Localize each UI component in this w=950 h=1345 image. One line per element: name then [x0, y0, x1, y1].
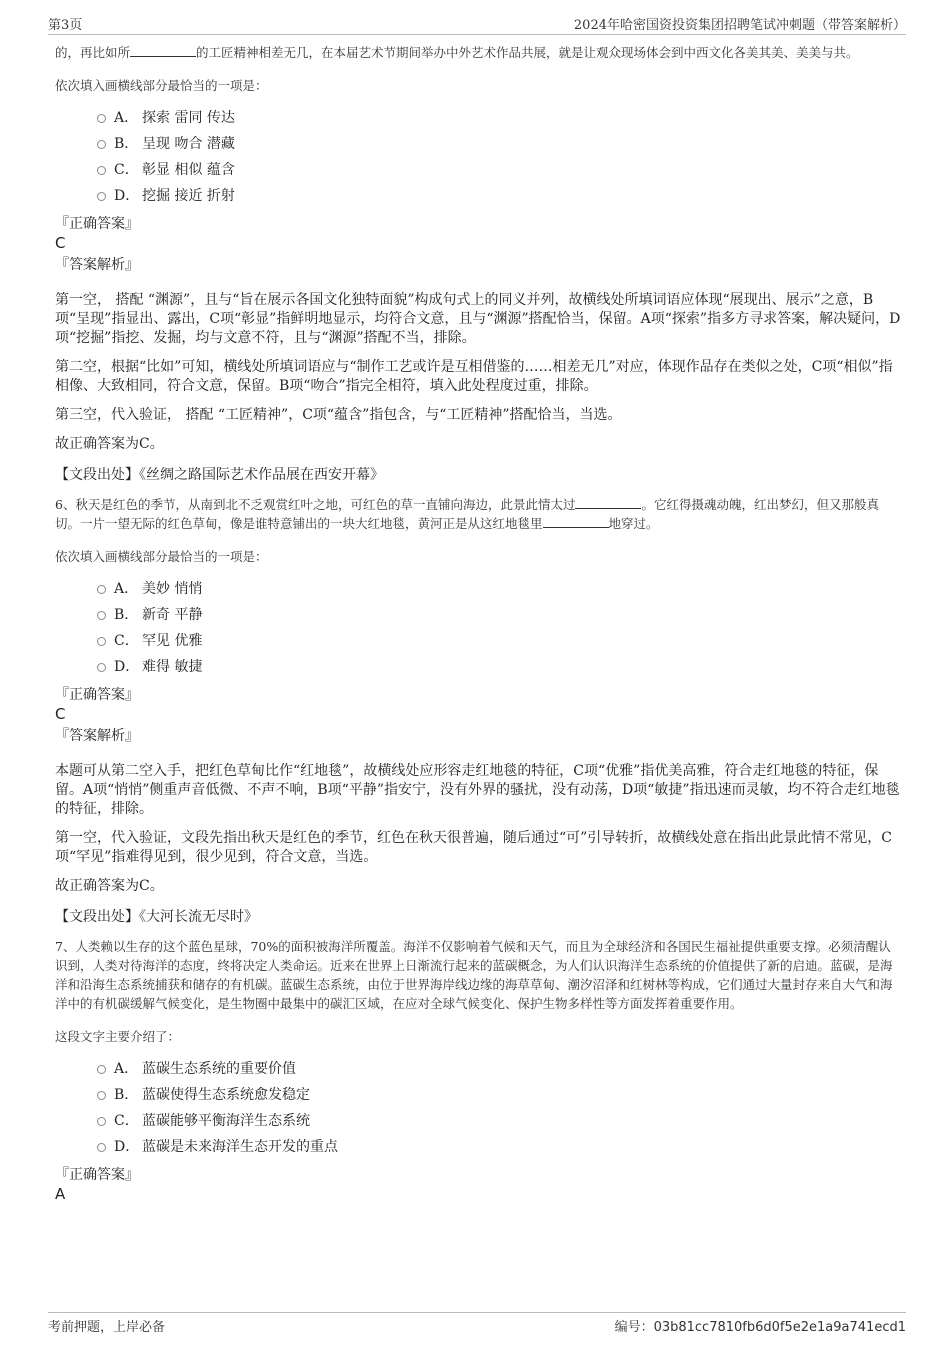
q5-analysis-4: 故正确答案为C。 — [55, 436, 164, 452]
q6-stem: 6、秋天是红色的季节，从南到北不乏观赏红叶之地，可红色的草一直铺向海边，此景此情太过 。它红得摄魂动魄，红出梦幻，但又那般真切。一片一望无际的红色草甸，像是谁特意铺出的一块大红地毯，黄河正是从这红地毯里 地穿过。 — [55, 497, 879, 531]
document-title: 2024年哈密国资投资集团招聘笔试冲刺题（带答案解析） — [573, 18, 906, 33]
radio-icon[interactable] — [97, 1117, 106, 1126]
q5-analysis-2: 第二空，根据“比如”可知，横线处所填词语应与“制作工艺或许是互相借鉴的……相差无几”对应，体现作品存在类似之处，C项“相似”指相像、大致相同，符合文意，保留。B项“吻合”指完全相符，填入此处程度过重，排除。 — [55, 359, 893, 394]
radio-icon[interactable] — [97, 192, 106, 201]
radio-icon[interactable] — [97, 637, 106, 646]
q5-analysis-3: 第三空，代入验证， 搭配 “工匠精神”，C项“蕴含”指包含，与“工匠精神”搭配恰当，当选。 — [55, 407, 622, 423]
radio-icon[interactable] — [97, 140, 106, 149]
q7-option-c[interactable]: C． 蓝碳能够平衡海洋生态系统 — [97, 1108, 902, 1134]
q5-answer: C — [55, 234, 66, 252]
q6-option-b[interactable]: B． 新奇 平静 — [97, 602, 902, 628]
q7-option-a[interactable]: A． 蓝碳生态系统的重要价值 — [97, 1056, 902, 1082]
q5-option-c[interactable]: C． 彰显 相似 蕴含 — [97, 157, 902, 183]
page-content — [55, 43, 902, 1207]
q5-answer-label: 『正确答案』 — [55, 216, 139, 232]
q5-option-a[interactable]: A． 探索 雷同 传达 — [97, 105, 902, 131]
q5-prompt: 依次填入画横线部分最恰当的一项是： — [55, 78, 268, 93]
radio-icon[interactable] — [97, 663, 106, 672]
page-footer — [48, 1312, 906, 1337]
q6-blank-2 — [543, 515, 609, 528]
q5-option-b[interactable]: B． 呈现 吻合 潜藏 — [97, 131, 902, 157]
q6-options — [97, 576, 902, 680]
q6-analysis-3: 故正确答案为C。 — [55, 878, 164, 894]
q5-option-d[interactable]: D． 挖掘 接近 折射 — [97, 183, 902, 209]
q7-stem: 7、人类赖以生存的这个蓝色星球，70%的面积被海洋所覆盖。海洋不仅影响着气候和天气，而且为全球经济和各国民生福祉提供重要支撑。必须清醒认识到，人类对待海洋的态度，终将决定人类命运。近来在世界上日渐流行起来的蓝碳概念，为人们认识海洋生态系统的价值提供了新的启迪。蓝碳，是海洋和沿海生态系统捕获和储存的有机碳。蓝碳生态系统，由位于世界海岸线边缘的海草草甸、潮汐沼泽和红树林等构成，它们通过大量封存来自大气和海洋中的有机碳缓解气候变化，是生物圈中最集中的碳汇区域，在应对全球气候变化、保护生物多样性等方面发挥着重要作用。 — [55, 939, 893, 1011]
q7-prompt: 这段文字主要介绍了： — [55, 1029, 181, 1044]
q5-stem-part2: 的工匠精神相差无几，在本届艺术节期间举办中外艺术作品共展，就是让观众现场体会到中西文化各美其美、美美与共。 — [196, 45, 859, 60]
q7-answer: A — [55, 1185, 66, 1203]
q6-answer-label: 『正确答案』 — [55, 687, 139, 703]
q5-stem — [55, 43, 902, 62]
q5-stem-part1: 的，再比如所 — [55, 45, 131, 60]
q5-analysis-1: 第一空， 搭配 “渊源”，且与“旨在展示各国文化独特面貌”构成句式上的同义并列，故横线处所填词语应体现“展现出、展示”之意，B项“呈现”指显出、露出，C项“彰显”指鲜明地显示，均符合文意，且与“渊源”搭配恰当，保留。A项“探索”指多方寻求答案，解决疑问，D项“挖掘”指挖、发掘，均与文意不符，且与“渊源”搭配不当，排除。 — [55, 292, 901, 346]
radio-icon[interactable] — [97, 1091, 106, 1100]
radio-icon[interactable] — [97, 1065, 106, 1074]
radio-icon[interactable] — [97, 611, 106, 620]
q5-options — [97, 105, 902, 209]
q7-answer-label: 『正确答案』 — [55, 1167, 139, 1183]
q6-analysis-2: 第一空，代入验证，文段先指出秋天是红色的季节，红色在秋天很普遍，随后通过“可”引导转折，故横线处意在指出此景此情不常见，C项“罕见”指难得见到，很少见到，符合文意，当选。 — [55, 830, 893, 865]
q6-option-c[interactable]: C． 罕见 优雅 — [97, 628, 902, 654]
radio-icon[interactable] — [97, 1143, 106, 1152]
q5-blank — [130, 44, 196, 57]
footer-slogan: 考前押题，上岸必备 — [48, 1320, 166, 1335]
document-code: 编号：03b81cc7810fb6d0f5e2e1a9a741ecd1 — [614, 1320, 906, 1335]
q6-prompt: 依次填入画横线部分最恰当的一项是： — [55, 549, 268, 564]
radio-icon[interactable] — [97, 585, 106, 594]
radio-icon[interactable] — [97, 166, 106, 175]
q6-analysis-1: 本题可从第二空入手，把红色草甸比作“红地毯”，故横线处应形容走红地毯的特征，C项“优雅”指优美高雅，符合走红地毯的特征，保留。A项“悄悄”侧重声音低微、不声不响，B项“平静”指安宁，没有外界的骚扰，没有动荡，D项“敏捷”指迅速而灵敏，均不符合走红地毯的特征，排除。 — [55, 763, 900, 817]
q5-source: 【文段出处】《丝绸之路国际艺术作品展在西安开幕》 — [55, 467, 384, 483]
page-number: 第3页 — [48, 18, 83, 33]
q6-option-d[interactable]: D． 难得 敏捷 — [97, 654, 902, 680]
q6-blank-1 — [575, 496, 641, 509]
page-header — [48, 14, 906, 35]
q7-option-b[interactable]: B． 蓝碳使得生态系统愈发稳定 — [97, 1082, 902, 1108]
q7-options — [97, 1056, 902, 1160]
q6-option-a[interactable]: A． 美妙 悄悄 — [97, 576, 902, 602]
q6-answer: C — [55, 705, 66, 723]
q6-source: 【文段出处】《大河长流无尽时》 — [55, 909, 258, 925]
q6-analysis-label: 『答案解析』 — [55, 728, 139, 744]
q5-analysis-label: 『答案解析』 — [55, 257, 139, 273]
radio-icon[interactable] — [97, 114, 106, 123]
q7-option-d[interactable]: D． 蓝碳是未来海洋生态开发的重点 — [97, 1134, 902, 1160]
